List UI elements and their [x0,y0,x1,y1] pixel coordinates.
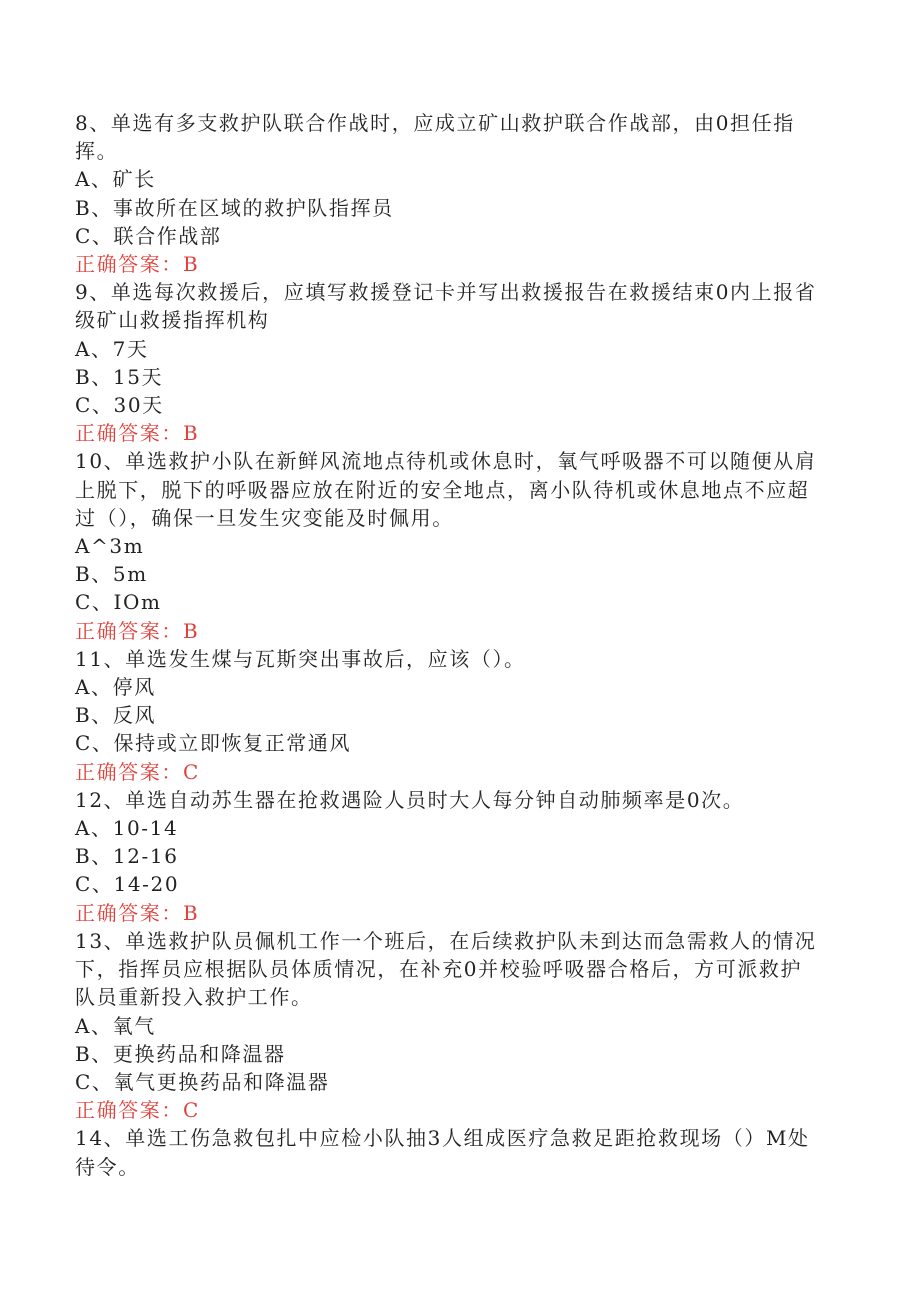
question-block [75,645,835,786]
answer-option: B、5m [75,562,148,587]
question-stem-line: 10、单选救护小队在新鲜风流地点待机或休息时，氧气呼吸器不可以随便从肩 [75,449,817,474]
answer-option: C、14-20 [75,872,180,897]
answer-option: A、停风 [75,675,156,700]
question-stem-line: 14、单选工伤急救包扎中应检小队抽3人组成医疗急救足距抢救现场（）M处 [75,1126,810,1151]
answer-option: A^3m [75,534,145,559]
question-stem-line: 待令。 [75,1154,140,1179]
answer-option: B、12-16 [75,844,179,869]
answer-option: A、7天 [75,336,149,361]
correct-answer: 正确答案：C [75,1098,200,1123]
question-stem-line: 挥。 [75,139,119,164]
answer-option: B、更换药品和降温器 [75,1041,286,1066]
question-block [75,1124,835,1180]
correct-answer: 正确答案：B [75,900,200,925]
question-block [75,927,835,1124]
correct-answer: 正确答案：B [75,252,200,277]
question-stem-line: 11、单选发生煤与瓦斯突出事故后，应该（）。 [75,646,526,671]
question-block [75,786,835,927]
question-stem-line: 9、单选每次救援后，应填写救援登记卡并写出救援报告在救援结束0内上报省 [75,280,817,305]
question-stem-line: 下，指挥员应根据队员体质情况，在补充0并校验呼吸器合格后，方可派救护 [75,957,803,982]
question-stem-line: 过（），确保一旦发生灾变能及时佩用。 [75,505,454,530]
answer-option: C、联合作战部 [75,223,222,248]
answer-option: C、氧气更换药品和降温器 [75,1069,330,1094]
question-block [75,278,835,447]
answer-option: A、10-14 [75,816,179,841]
question-stem-line: 级矿山救援指挥机构 [75,308,270,333]
document-page [75,109,835,1181]
correct-answer: 正确答案：B [75,618,200,643]
answer-option: A、矿长 [75,167,156,192]
answer-option: C、30天 [75,393,164,418]
answer-option: B、反风 [75,703,157,728]
correct-answer: 正确答案：C [75,759,200,784]
answer-option: A、氧气 [75,1013,156,1038]
question-stem-line: 队员重新投入救护工作。 [75,985,313,1010]
question-block [75,109,835,278]
question-stem-line: 13、单选救护队员佩机工作一个班后，在后续救护队未到达而急需救人的情况 [75,928,817,953]
question-stem-line: 12、单选自动苏生器在抢救遇险人员时大人每分钟自动肺频率是0次。 [75,787,745,812]
question-block [75,447,835,644]
answer-option: B、15天 [75,364,164,389]
correct-answer: 正确答案：B [75,421,200,446]
answer-option: B、事故所在区域的救护队指挥员 [75,195,394,220]
answer-option: C、保持或立即恢复正常通风 [75,731,352,756]
question-stem-line: 上脱下，脱下的呼吸器应放在附近的安全地点，离小队待机或休息地点不应超 [75,477,810,502]
question-stem-line: 8、单选有多支救护队联合作战时，应成立矿山救护联合作战部，由0担任指 [75,111,795,135]
answer-option: C、IOm [75,590,162,615]
